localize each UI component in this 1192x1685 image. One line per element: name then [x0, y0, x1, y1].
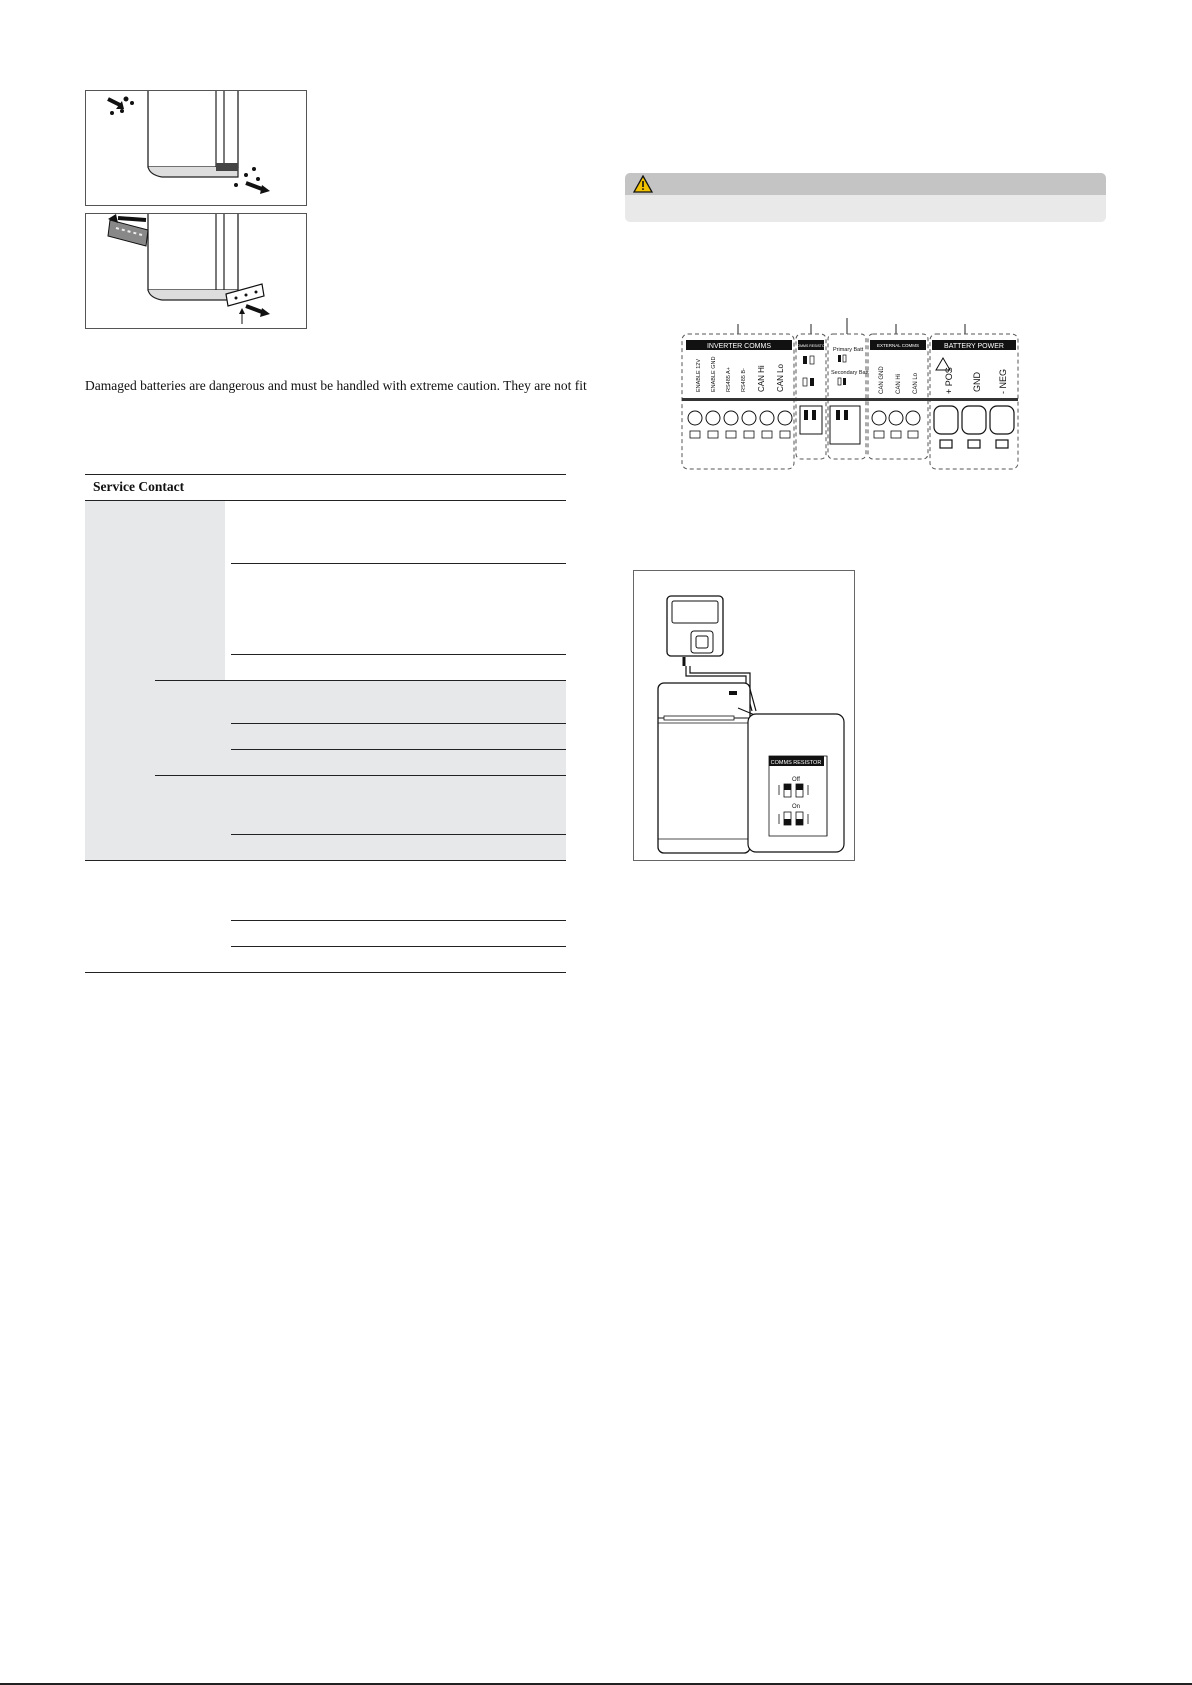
table-rule: [231, 834, 566, 835]
table-rule: [231, 723, 566, 724]
table-rule: [231, 563, 566, 564]
pin-label: + POS: [944, 367, 954, 394]
comms-resistor-location-figure: [633, 570, 855, 861]
table-top-rule: [85, 474, 566, 475]
resistor-title: COMMS RESISTOR: [770, 760, 822, 766]
damaged-batteries-text: Damaged batteries are dangerous and must be handled with extreme caution. They are not fit: [85, 378, 587, 393]
warning-header: [625, 173, 1106, 195]
pin-label: CAN Hi: [757, 365, 766, 392]
section-label: EXTERNAL COMMS: [876, 343, 920, 348]
table-rule: [231, 920, 566, 921]
table-rule: [231, 749, 566, 750]
pin-label: CAN GND: [879, 366, 885, 394]
section-label: COMMS RESISTOR: [794, 344, 828, 348]
warning-triangle-icon: [633, 175, 653, 198]
pin-label: ENABLE 12V: [696, 358, 702, 392]
service-contact-table: [85, 474, 566, 974]
pin-label: - NEG: [998, 368, 1008, 394]
table-country-cell: [155, 501, 225, 680]
table-rule: [85, 860, 566, 861]
battery-side-bracket-figure: [85, 213, 307, 329]
resistor-on-label: On: [791, 804, 801, 810]
pin-label: GND: [972, 372, 982, 392]
table-rule: [155, 775, 566, 776]
terminal-panel-diagram: [680, 314, 1020, 474]
section-label: BATTERY POWER: [944, 343, 1004, 350]
address-label: Secondary Batt: [831, 370, 869, 376]
pin-label: CAN Lo: [913, 372, 919, 394]
address-label: Primary Batt: [833, 347, 864, 353]
table-rule: [231, 654, 566, 655]
pin-label: CAN Hi: [896, 373, 902, 394]
service-contact-header: Service Contact: [93, 479, 185, 494]
section-label: INVERTER COMMS: [706, 343, 772, 350]
table-rule: [155, 680, 566, 681]
pin-label: RS485 A+: [726, 367, 732, 392]
table-rule: [231, 946, 566, 947]
pin-label: ENABLE GND: [711, 356, 717, 392]
table-bottom-rule: [85, 972, 566, 973]
warning-box: [625, 173, 1106, 222]
resistor-off-label: Off: [792, 777, 800, 783]
pin-label: RS485 B-: [741, 368, 747, 392]
pin-label: CAN Lo: [776, 363, 785, 392]
table-region-cell: [85, 501, 155, 860]
battery-cover-screws-figure: [85, 90, 307, 206]
